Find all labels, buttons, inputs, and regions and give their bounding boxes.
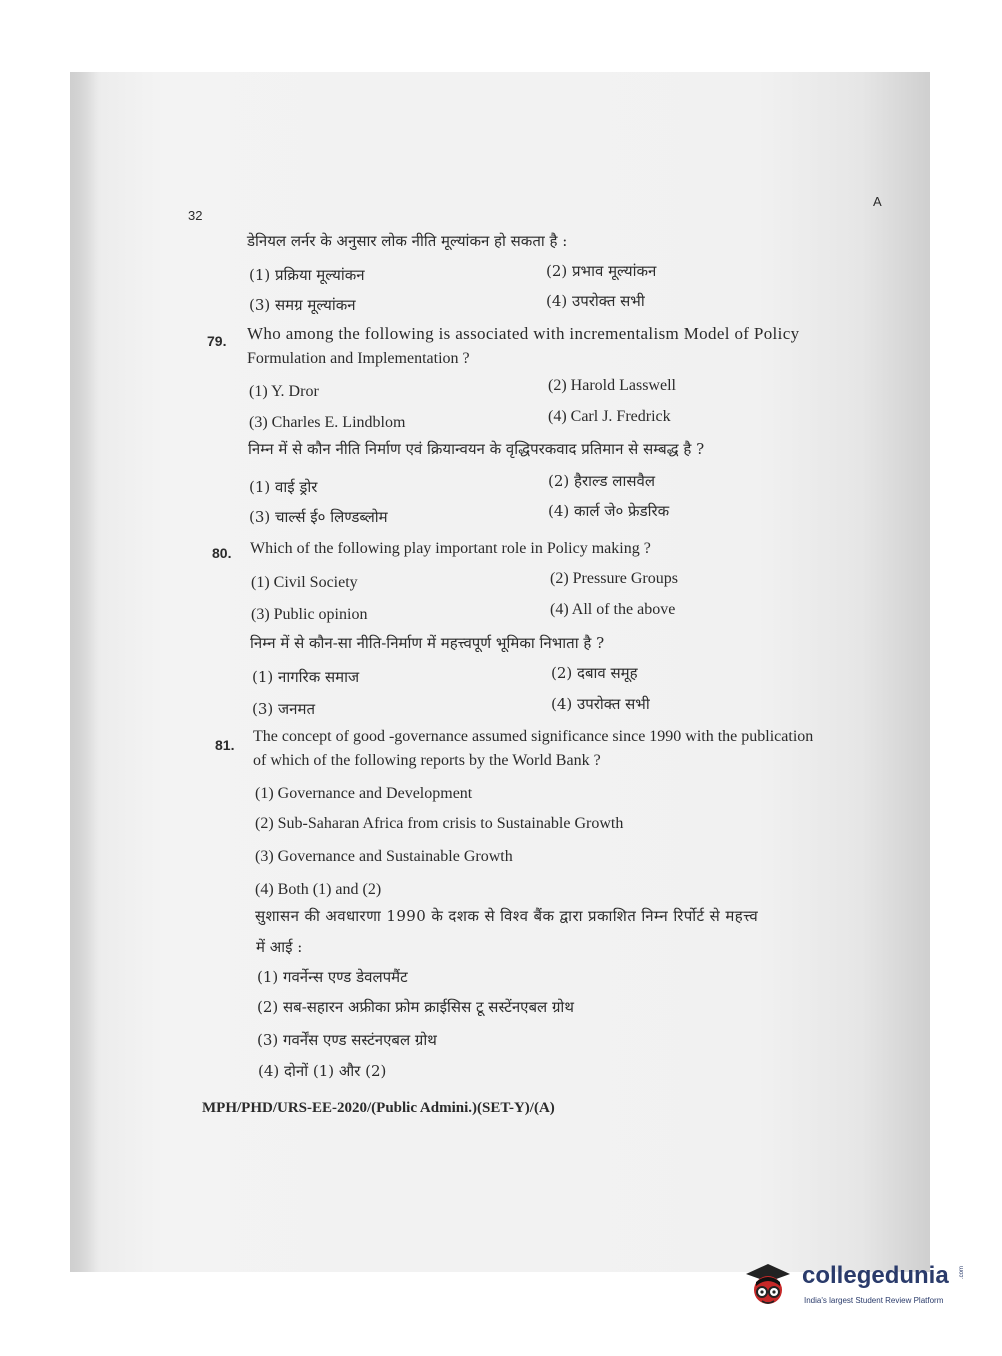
q79-english-option-3: (3) Charles E. Lindblom: [249, 414, 406, 431]
q80-english-option-3: (3) Public opinion: [251, 606, 368, 623]
q79-hindi-question: निम्न में से कौन नीति निर्माण एवं क्रियान्वयन के वृद्धिपरकवाद प्रतिमान से सम्बद्ध है ?: [248, 440, 705, 458]
q81-hindi-option-1: (1) गवर्नेन्स एण्ड डेवलपमैंट: [257, 968, 408, 986]
q78-hindi-question: डेनियल लर्नर के अनुसार लोक नीति मूल्यांकन हो सकता है :: [247, 232, 568, 250]
q78-hindi-option-2: (2) प्रभाव मूल्यांकन: [546, 262, 657, 280]
q81-english-option-4: (4) Both (1) and (2): [255, 881, 382, 898]
q79-hindi-option-3: (3) चार्ल्स ई० लिण्डब्लोम: [249, 508, 388, 526]
q81-number: 81.: [215, 737, 235, 753]
q79-hindi-option-2: (2) हैराल्ड लासवैल: [548, 472, 655, 490]
q80-english-option-1: (1) Civil Society: [251, 574, 358, 591]
paper-code-footer: MPH/PHD/URS-EE-2020/(Public Admini.)(SET-Y)/(A): [202, 1100, 555, 1116]
page-number: 32: [188, 208, 203, 223]
q81-english-line-1: The concept of good -governance assumed significance since 1990 with the publication: [253, 728, 814, 745]
q81-hindi-option-3: (3) गवर्नेंस एण्ड सस्टंनएबल ग्रोथ: [257, 1031, 437, 1049]
q81-english-option-2: (2) Sub-Saharan Africa from crisis to Sustainable Growth: [255, 815, 624, 832]
q80-english-option-4: (4) All of the above: [550, 601, 676, 618]
set-letter: A: [873, 194, 882, 209]
q78-hindi-option-1: (1) प्रक्रिया मूल्यांकन: [249, 266, 365, 284]
student-mascot-icon: [742, 1260, 794, 1312]
q81-hindi-line-1: सुशासन की अवधारणा 1990 के दशक से विश्व बैंक द्वारा प्रकाशित निम्न रिर्पोर्ट से महत्त्व: [255, 907, 759, 925]
q80-hindi-option-3: (3) जनमत: [252, 700, 315, 718]
q80-hindi-question: निम्न में से कौन-सा नीति-निर्माण में महत्त्वपूर्ण भूमिका निभाता है ?: [250, 634, 605, 652]
q80-hindi-option-4: (4) उपरोक्त सभी: [551, 695, 650, 713]
scanned-page: [70, 72, 930, 1272]
q81-english-option-1: (1) Governance and Development: [255, 785, 473, 802]
q80-hindi-option-2: (2) दबाव समूह: [551, 664, 638, 682]
logo-tagline: India's largest Student Review Platform: [804, 1296, 944, 1305]
q79-hindi-option-4: (4) कार्ल जे० फ्रेडरिक: [548, 502, 670, 520]
q78-hindi-option-4: (4) उपरोक्त सभी: [546, 292, 645, 310]
q80-number: 80.: [212, 545, 232, 561]
q81-english-line-2: of which of the following reports by the World Bank ?: [253, 752, 601, 769]
collegedunia-logo: [742, 1252, 972, 1322]
q81-hindi-option-2: (2) सब-सहारन अफ्रीका फ्रोम क्राईसिस टू सस्टेंनएबल ग्रोथ: [257, 998, 574, 1016]
q79-english-line-1: Who among the following is associated with incrementalism Model of Policy: [247, 324, 800, 343]
q80-english-option-2: (2) Pressure Groups: [550, 570, 678, 587]
q79-english-line-2: Formulation and Implementation ?: [247, 350, 470, 367]
q81-english-option-3: (3) Governance and Sustainable Growth: [255, 848, 513, 865]
q79-english-option-1: (1) Y. Dror: [249, 383, 319, 400]
q80-english-question: Which of the following play important role in Policy making ?: [250, 540, 651, 557]
q79-english-option-4: (4) Carl J. Fredrick: [548, 408, 671, 425]
q80-hindi-option-1: (1) नागरिक समाज: [252, 668, 360, 686]
q79-english-option-2: (2) Harold Lasswell: [548, 377, 676, 394]
q81-hindi-line-2: में आई :: [256, 938, 303, 956]
q81-hindi-option-4: (4) दोनों (1) और (2): [258, 1062, 387, 1080]
q79-hindi-option-1: (1) वाई ड्रोर: [249, 478, 318, 496]
q78-hindi-option-3: (3) समग्र मूल्यांकन: [249, 296, 356, 314]
q79-number: 79.: [207, 333, 227, 349]
page-binding-shadow: [70, 72, 100, 1272]
logo-wordmark: collegedunia: [802, 1262, 949, 1289]
logo-domain-suffix: .com: [959, 1266, 965, 1280]
